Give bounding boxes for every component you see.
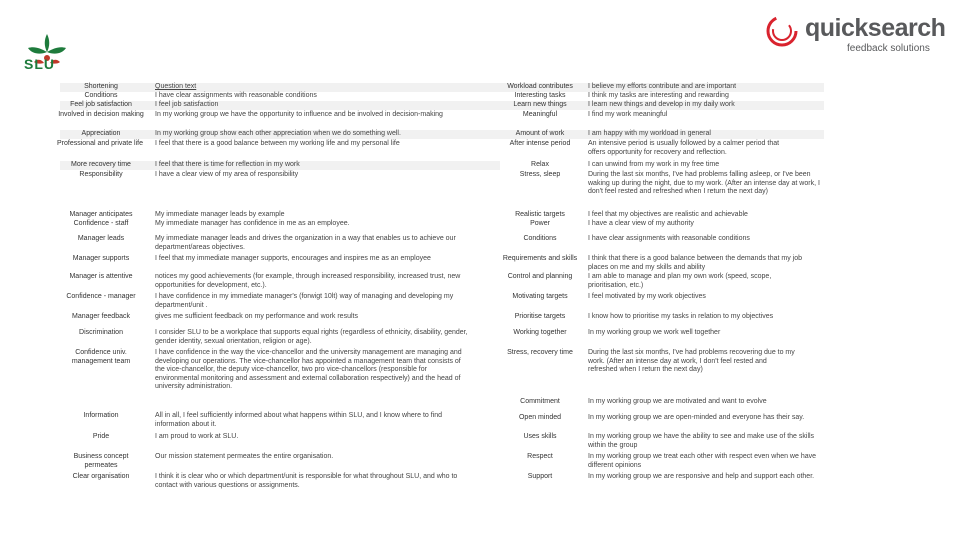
term: Learn new things	[513, 101, 567, 108]
term: Conditions	[84, 92, 118, 99]
desc: I have confidence in the way the vice-chancellor and the university management are managing and developing our operations. The vice-chancellor has appointed a management team that consists of the vice-chancellor, the deputy vice-chancellor, two pro vice-chancellors (responsible for environmental monitoring and assessment and external collaboration respectively) and the head of university administration.	[155, 349, 462, 391]
desc: I am happy with my workload in general	[588, 130, 711, 137]
desc: I have confidence in my immediate manager's (forwigt 10lt) way of managing and developing my department/unit .	[155, 293, 454, 309]
desc: I am able to manage and plan my own work (speed, scope, prioritisation, etc.)	[588, 273, 772, 289]
desc: I have a clear view of my authority	[588, 220, 694, 227]
term: Respect	[527, 453, 553, 460]
desc: I believe my efforts contribute and are important	[588, 83, 737, 90]
desc: I think it is clear who or which department/unit is responsible for what throughout SLU, and who to contact with various questions or assignments.	[155, 473, 458, 489]
desc: During the last six months, I've had problems falling asleep, or I've been waking up during the night, due to my work. (After an intense day at work, I don't feel rested and refreshed when I return the next day)	[588, 171, 820, 196]
term: Working together	[513, 329, 567, 336]
term: Manager is attentive	[69, 273, 133, 280]
desc: I feel that my objectives are realistic and achievable	[588, 211, 748, 218]
slu-logo-text: SLU	[24, 56, 55, 72]
term: Prioritise targets	[514, 313, 566, 320]
desc: I can unwind from my work in my free time	[588, 161, 720, 168]
term: Pride	[92, 433, 110, 440]
term: More recovery time	[71, 161, 131, 168]
term: Appreciation	[81, 130, 121, 137]
left-row	[60, 83, 500, 92]
desc: During the last six months, I've had problems recovering due to my work. (After an intense day at work, I don't feel rested and refreshed when I return the next day)	[588, 349, 795, 374]
desc: I think my tasks are interesting and rewarding	[588, 92, 729, 99]
desc: I have a clear view of my area of responsibility	[155, 171, 299, 178]
desc: I consider SLU to be a workplace that supports equal rights (regardless of ethnicity, disability, gender, gender identity, sexual orientation, religion or age).	[155, 329, 468, 345]
term: Manager supports	[72, 255, 130, 262]
left-row	[60, 161, 500, 170]
term: Discrimination	[79, 329, 123, 336]
desc: I think that there is a good balance between the demands that my job places on me and my skills and ability	[588, 255, 803, 271]
term: Confidence - manager	[66, 293, 136, 300]
term: Stress, sleep	[519, 171, 561, 178]
term: Amount of work	[515, 130, 565, 137]
term: Conditions	[523, 235, 557, 242]
desc: My immediate manager leads by example	[155, 211, 285, 218]
desc: I am proud to work at SLU.	[155, 433, 239, 440]
desc: Our mission statement permeates the entire organisation.	[155, 453, 334, 460]
term: Business concept permeates	[73, 453, 129, 469]
term: Open minded	[518, 414, 562, 421]
left-definitions	[57, 83, 500, 523]
term: Clear organisation	[72, 473, 130, 480]
quicksearch-ring-icon	[763, 12, 801, 50]
desc: In my working group we treat each other with respect even when we have different opinions	[588, 453, 817, 469]
term: Confidence - staff	[73, 220, 129, 227]
desc: I find my work meaningful	[588, 111, 668, 118]
term: Requirements and skills	[502, 255, 578, 262]
term: Confidence univ. management team	[71, 349, 131, 365]
desc: I feel motivated by my work objectives	[588, 293, 706, 300]
right-definitions	[494, 83, 824, 523]
left-row	[60, 130, 500, 139]
quicksearch-subtitle: feedback solutions	[847, 43, 930, 54]
term: Support	[527, 473, 553, 480]
desc: gives me sufficient feedback on my performance and work results	[155, 313, 358, 320]
term: Control and planning	[507, 273, 573, 280]
left-row	[60, 101, 500, 110]
desc: In my working group we have the opportunity to influence and be involved in decision-making	[155, 111, 443, 118]
right-row	[494, 83, 824, 92]
desc: In my working group we work well together	[588, 329, 721, 336]
term: Involved in decision making	[58, 111, 144, 118]
desc: I learn new things and develop in my daily work	[588, 101, 735, 108]
desc: My immediate manager leads and drives the organization in a way that enables us to achieve our department/areas objectives.	[155, 235, 456, 251]
term: Feel job satisfaction	[70, 101, 132, 108]
desc: In my working group we are responsive and help and support each other.	[588, 473, 815, 480]
term: Meaningful	[522, 111, 558, 118]
term: After intense period	[509, 140, 571, 147]
desc: In my working group we are motivated and want to evolve	[588, 398, 767, 405]
desc: Question text	[155, 83, 197, 90]
desc: In my working group we are open-minded and everyone has their say.	[588, 414, 805, 421]
desc: I know how to prioritise my tasks in relation to my objectives	[588, 313, 774, 320]
right-row	[494, 130, 824, 139]
desc: An intensive period is usually followed by a calmer period that offers opportunity for recovery and reflection.	[588, 140, 780, 156]
term: Interesting tasks	[514, 92, 566, 99]
term: Workload contributes	[507, 83, 573, 90]
desc: I feel job satisfaction	[155, 101, 219, 108]
right-row	[494, 101, 824, 110]
term: Responsibility	[79, 171, 123, 178]
term: Power	[530, 220, 550, 227]
desc: I feel that there is a good balance between my working life and my personal life	[155, 140, 400, 147]
term: Shortening	[84, 83, 118, 90]
desc: I have clear assignments with reasonable conditions	[155, 92, 317, 99]
term: Motivating targets	[512, 293, 568, 300]
quicksearch-logo	[763, 12, 946, 56]
desc: I have clear assignments with reasonable conditions	[588, 235, 750, 242]
desc: In my working group we have the ability to see and make use of the skills within the group	[588, 433, 815, 449]
term: Realistic targets	[515, 211, 565, 218]
term: Commitment	[520, 398, 560, 405]
term: Relax	[531, 161, 549, 168]
desc: All in all, I feel sufficiently informed about what happens within SLU, and I know where to find information about it.	[155, 412, 443, 428]
term: Manager anticipates	[69, 211, 133, 218]
term: Uses skills	[523, 433, 557, 440]
quicksearch-title: quicksearch	[805, 14, 946, 42]
desc: In my working group show each other appreciation when we do something well.	[155, 130, 401, 137]
term: Information	[83, 412, 119, 419]
term: Manager feedback	[72, 313, 130, 320]
term: Professional and private life	[57, 140, 143, 147]
desc: notices my good achievements (for example, through increased responsibility, increased trust, new opportunities for development, etc.).	[155, 273, 461, 289]
desc: I feel that my immediate manager supports, encourages and inspires me as an employee	[155, 255, 431, 262]
term: Stress, recovery time	[507, 349, 573, 356]
desc: My immediate manager has confidence in me as an employee.	[155, 220, 350, 227]
term: Manager leads	[77, 235, 125, 242]
desc: I feel that there is time for reflection in my work	[155, 161, 300, 168]
